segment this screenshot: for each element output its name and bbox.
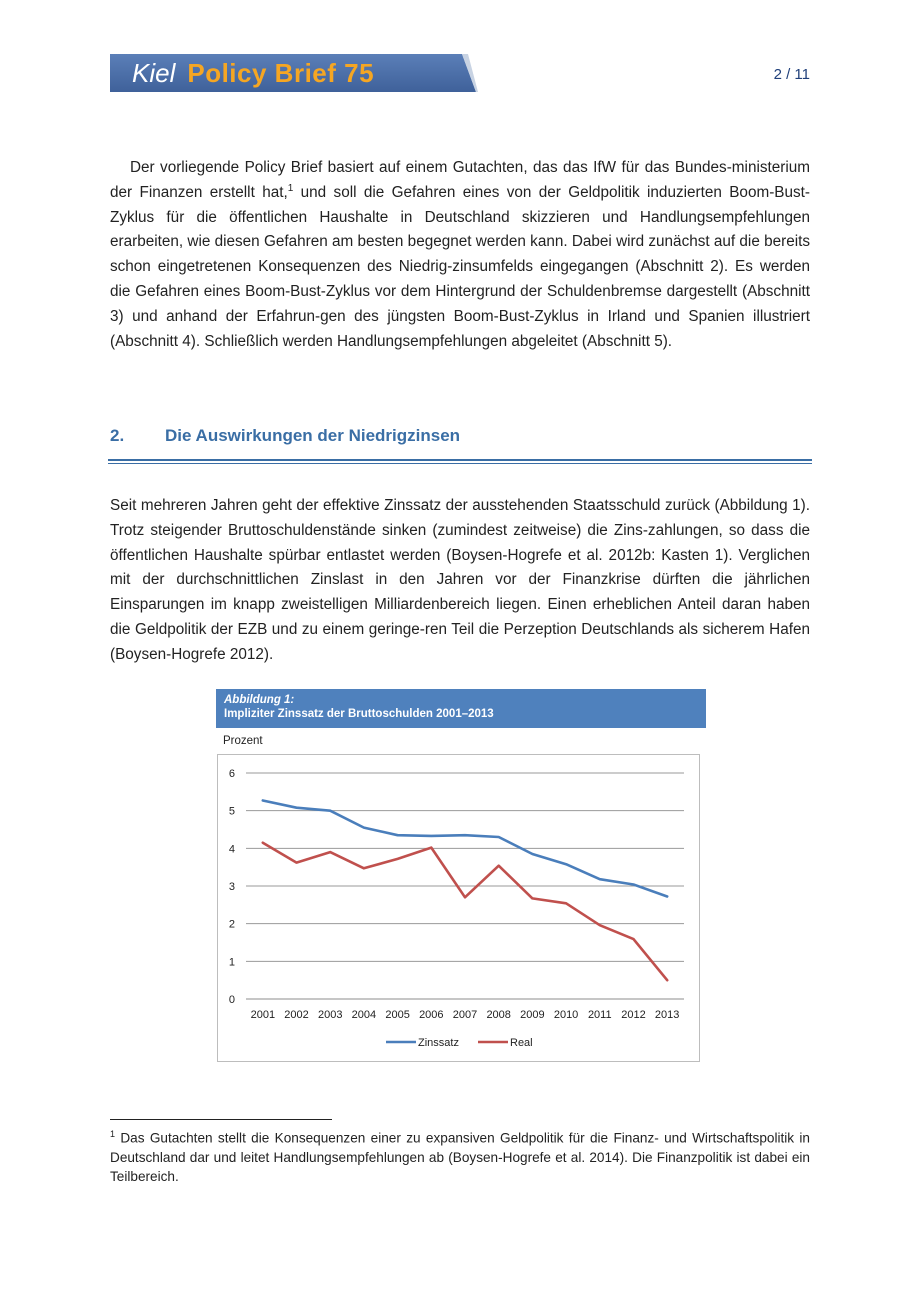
x-tick-label: 2005 [385,1009,410,1021]
series-line-real [263,843,667,981]
section-rule-thick [108,459,812,461]
figure-label: Abbildung 1: [224,694,295,706]
x-tick-label: 2006 [419,1009,444,1021]
footnote-text: Das Gutachten stellt die Konsequenzen einer zu expansiven Geldpolitik für die Finanz- und Wirtschaftspolitik in Deutschland dar und leitet Handlungsempfehlungen ab (Boysen-Hogrefe et al. 2014). Die Finanzpolitik ist dabei ein Teilbereich. [110,1130,810,1184]
legend-label: Zinssatz [418,1037,459,1049]
chart-frame [217,754,700,1062]
section-heading [110,426,812,446]
footnote-rule [110,1119,332,1120]
y-tick-label: 2 [228,918,235,931]
y-tick-label: 0 [228,994,235,1006]
x-tick-label: 2013 [654,1009,680,1021]
body-paragraph: Seit mehreren Jahren geht der effektive Zinssatz der ausstehenden Staatsschuld zurück (Abbildung 1). Trotz steigender Bruttoschuldenstände sinken (zumindest zeitweise) die Zins-zahlungen, so dass die öffentlichen Haushalte spürbar entlastet werden (Boysen-Hogrefe et al. 2012b: Kasten 1). Verglichen mit der durchschnittlichen Zinslast in den Jahren vor der Finanzkrise dürften die jährlichen Einsparungen im knapp zweistelligen Milliardenbereich liegen. Einen erheblichen Anteil daran haben die Geldpolitik der EZB und zu einem geringe-ren Teil die Perzeption Deutschlands als sicherem Hafen (Boysen-Hogrefe 2012). [110,497,810,663]
x-tick-label: 2004 [351,1009,377,1021]
section-rule-thin [108,463,812,464]
brand-kiel: Kiel [132,58,176,88]
header-title [132,57,374,89]
x-tick-label: 2012 [621,1009,646,1021]
footnote-ref[interactable]: 1 [287,182,294,194]
brand-policy-brief: Policy Brief 75 [187,58,375,88]
figure-title: Impliziter Zinssatz der Bruttoschulden 2001–2013 [224,707,494,720]
x-tick-label: 2001 [250,1009,276,1021]
section-number: 2. [110,426,125,445]
y-axis-unit: Prozent [223,735,263,747]
y-tick-label: 6 [228,768,235,780]
intro-text-b: und soll die Gefahren eines von der Geldpolitik induzierten Boom-Bust-Zyklus für die öffentlichen Haushalte in Deutschland skizzieren und Handlungsempfehlungen erarbeiten, wie diesen Gefahren am besten begegnet werden kann. Dabei wird zunächst auf die bereits schon eingetretenen Konsequenzen des Niedrig-zinsumfelds eingegangen (Abschnitt 2). Es werden die Gefahren eines Boom-Bust-Zyklus vor dem Hintergrund der Schuldenbremse dargestellt (Abschnitt 3) und anhand der Erfahrun-gen des jüngsten Boom-Bust-Zyklus in Irland und Spanien illustriert (Abschnitt 4). Schließlich werden Handlungsempfehlungen abgeleitet (Abschnitt 5). [110,183,810,350]
x-tick-label: 2002 [284,1009,309,1021]
y-tick-label: 5 [228,805,235,818]
section-title: Die Auswirkungen der Niedrigzinsen [165,426,461,445]
x-tick-label: 2008 [486,1009,511,1021]
line-chart [218,755,701,1063]
x-tick-label: 2007 [452,1009,478,1021]
y-tick-label: 4 [228,843,235,856]
footnote-number: 1 [110,1129,116,1139]
x-tick-label: 2011 [587,1009,612,1021]
y-tick-label: 1 [228,956,235,969]
footnote [110,1125,810,1186]
legend-label: Real [510,1037,533,1049]
intro-text-a: Der vorliegende Policy Brief basiert auf einem Gutachten, das das IfW für das Bundes-ministerium der Finanzen erstellt hat, [110,159,810,201]
x-tick-label: 2003 [317,1009,343,1021]
page-number: 2 / 11 [773,66,810,83]
x-tick-label: 2010 [553,1009,579,1021]
intro-paragraph [110,156,810,354]
header-banner [110,54,478,92]
figure-caption-box [216,689,706,728]
y-tick-label: 3 [228,881,235,893]
x-tick-label: 2009 [520,1009,545,1021]
